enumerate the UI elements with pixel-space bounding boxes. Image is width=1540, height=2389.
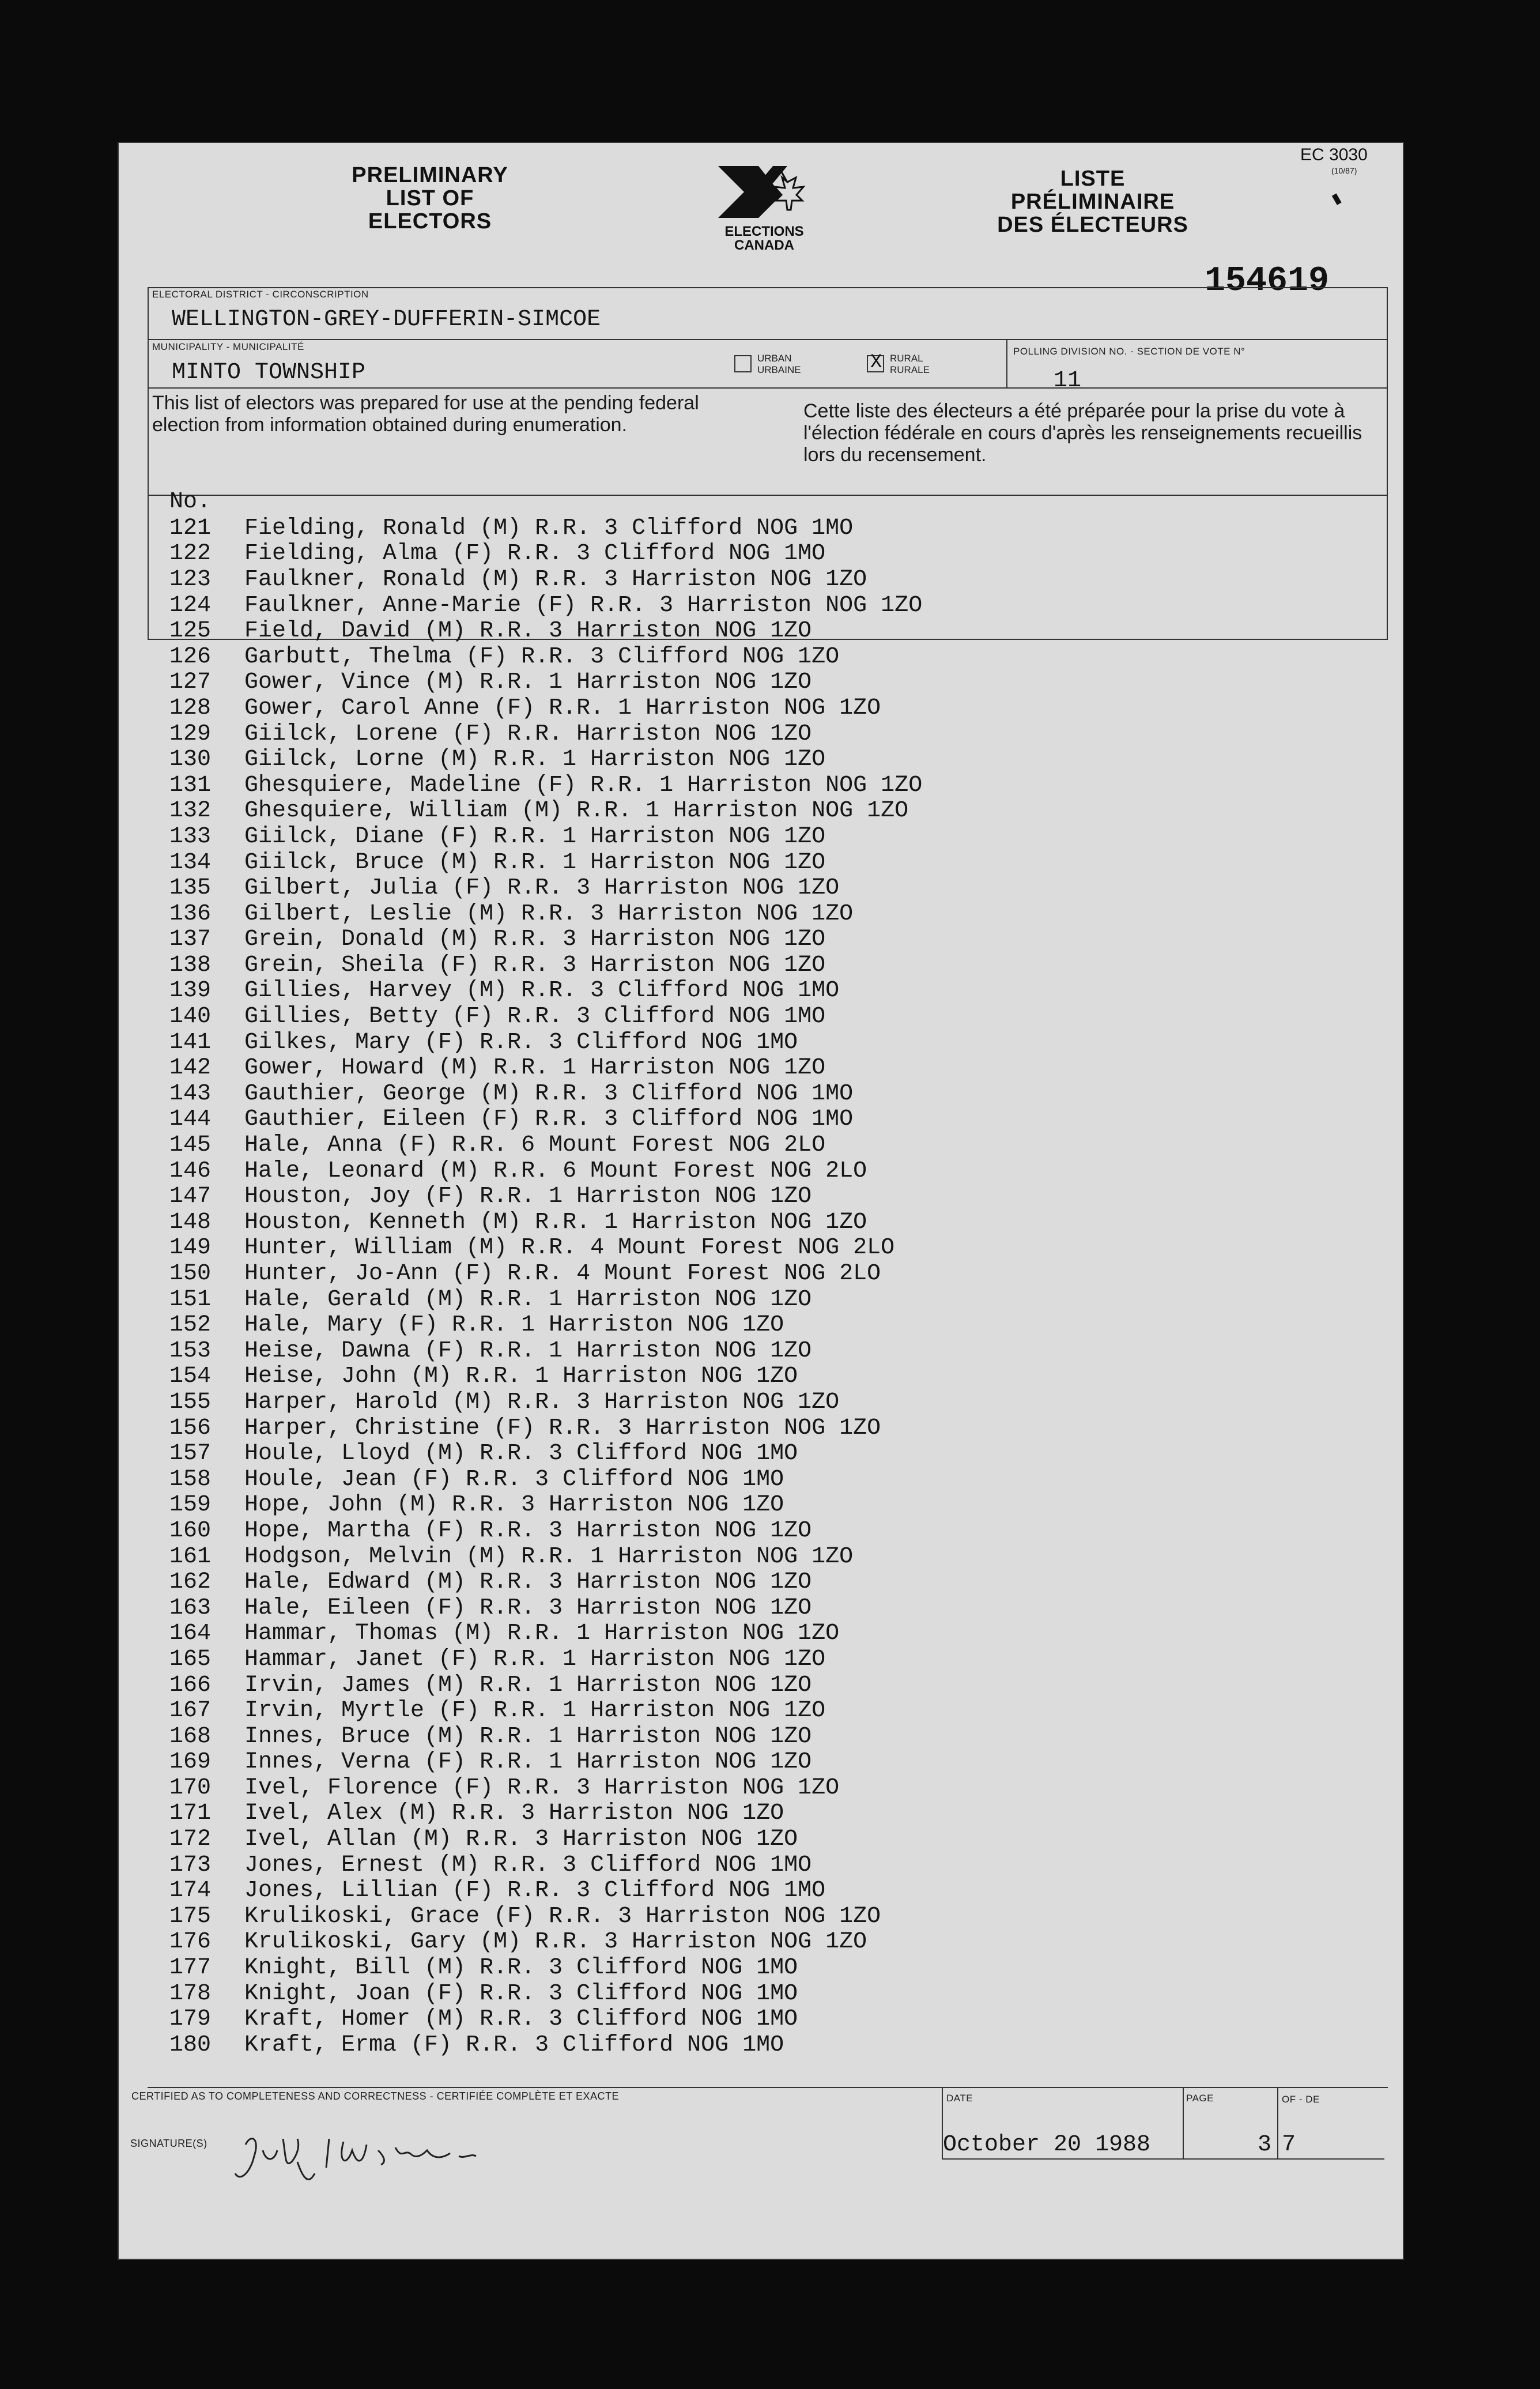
list-item: [169, 1081, 1380, 1107]
elector-entry: Hunter, Jo-Ann (F) R.R. 4 Mount Forest NOG 2LO: [244, 1261, 881, 1287]
list-item: [169, 1621, 1380, 1647]
elector-entry: Giilck, Lorene (F) R.R. Harriston NOG 1ZO: [244, 721, 812, 747]
signature-label: SIGNATURE(S): [130, 2138, 207, 2149]
list-item: [169, 1672, 1380, 1698]
list-item: [169, 1775, 1380, 1801]
list-item: [169, 721, 1380, 747]
rural-label-en: RURAL: [890, 353, 923, 364]
elections-canada-logo: [695, 155, 833, 253]
elector-entry: Irvin, Myrtle (F) R.R. 1 Harriston NOG 1ZO: [244, 1698, 826, 1724]
list-item: [169, 1107, 1380, 1133]
list-item: [169, 1698, 1380, 1724]
elector-entry: Gauthier, Eileen (F) R.R. 3 Clifford NOG 1MO: [244, 1106, 854, 1133]
list-item: [169, 747, 1380, 773]
elector-number: 134: [169, 849, 212, 876]
serial-number: 154619: [1205, 262, 1330, 301]
elector-entry: Gillies, Harvey (M) R.R. 3 Clifford NOG 1MO: [244, 978, 840, 1004]
divider: [942, 2158, 1384, 2160]
elector-entry: Jones, Ernest (M) R.R. 3 Clifford NOG 1MO: [244, 1852, 812, 1878]
list-item: [169, 773, 1380, 798]
elector-entry: Heise, Dawna (F) R.R. 1 Harriston NOG 1ZO: [244, 1337, 812, 1364]
page-label: PAGE: [1186, 2093, 1214, 2104]
list-item: [169, 1209, 1380, 1235]
elector-number: 165: [169, 1646, 212, 1672]
elector-entry: Gower, Vince (M) R.R. 1 Harriston NOG 1ZO: [244, 669, 812, 696]
divider: [148, 339, 1388, 340]
district-value: WELLINGTON-GREY-DUFFERIN-SIMCOE: [172, 307, 601, 333]
list-item: [169, 850, 1380, 876]
list-item: [169, 1930, 1380, 1955]
elector-entry: Jones, Lillian (F) R.R. 3 Clifford NOG 1MO: [244, 1878, 826, 1904]
elector-entry: Fielding, Ronald (M) R.R. 3 Clifford NOG 1MO: [244, 515, 854, 541]
notice-english: This list of electors was prepared for use at the pending federal election from information obtained during enumeration.: [152, 392, 699, 436]
list-item: [169, 1646, 1380, 1672]
handwritten-signature-icon: [228, 2127, 528, 2191]
elector-entry: Krulikoski, Grace (F) R.R. 3 Harriston NOG 1ZO: [244, 1903, 881, 1930]
divider: [148, 2087, 1388, 2088]
list-item: [169, 1389, 1380, 1415]
list-item: [169, 593, 1380, 619]
list-item: [169, 618, 1380, 644]
list-item: [169, 875, 1380, 901]
list-item: [169, 1287, 1380, 1313]
list-item: [169, 824, 1380, 850]
list-item: [169, 1261, 1380, 1287]
elector-entry: Hope, John (M) R.R. 3 Harriston NOG 1ZO: [244, 1492, 784, 1518]
elector-number: 179: [169, 2006, 212, 2033]
title-french: [966, 167, 1220, 236]
elector-number: 124: [169, 592, 212, 619]
elector-entry: Grein, Donald (M) R.R. 3 Harriston NOG 1ZO: [244, 926, 826, 953]
urban-label: [757, 353, 801, 376]
list-item: [169, 644, 1380, 670]
certified-label: CERTIFIED AS TO COMPLETENESS AND CORRECTNESS - CERTIFIÉE COMPLÈTE ET EXACTE: [131, 2090, 619, 2102]
rural-check-mark: X: [870, 352, 882, 374]
list-item: [169, 567, 1380, 593]
list-item: [169, 2032, 1380, 2058]
elector-number: 176: [169, 1929, 212, 1955]
elector-number: 125: [169, 618, 212, 645]
list-item: [169, 1878, 1380, 1904]
elector-entry: Gilkes, Mary (F) R.R. 3 Clifford NOG 1MO: [244, 1029, 798, 1056]
rural-label: [890, 353, 930, 376]
elector-number: 129: [169, 721, 212, 747]
list-item: [169, 1004, 1380, 1030]
elector-entry: Houle, Jean (F) R.R. 3 Clifford NOG 1MO: [244, 1466, 784, 1493]
elector-entry: Ivel, Florence (F) R.R. 3 Harriston NOG 1ZO: [244, 1774, 840, 1801]
list-item: [169, 1132, 1380, 1158]
list-number-header: No.: [169, 489, 212, 515]
list-item: [169, 1852, 1380, 1878]
elector-entry: Knight, Bill (M) R.R. 3 Clifford NOG 1MO: [244, 1955, 798, 1981]
elector-number: 178: [169, 1980, 212, 2007]
elector-number: 127: [169, 669, 212, 696]
rural-checkbox[interactable]: [867, 352, 884, 374]
logo-text-line-2: CANADA: [734, 238, 794, 253]
list-item: [169, 695, 1380, 721]
elector-number: 171: [169, 1800, 212, 1827]
elector-number: 161: [169, 1543, 212, 1570]
elector-number: 130: [169, 747, 212, 773]
list-item: [169, 1467, 1380, 1493]
elector-number: 154: [169, 1363, 212, 1390]
elector-number: 155: [169, 1389, 212, 1415]
municipality-value: MINTO TOWNSHIP: [172, 360, 366, 386]
elector-entry: Giilck, Diane (F) R.R. 1 Harriston NOG 1ZO: [244, 823, 826, 850]
electors-list-form: [119, 143, 1403, 2259]
list-item: [169, 1312, 1380, 1338]
list-item: [169, 798, 1380, 824]
urban-label-en: URBAN: [757, 353, 792, 364]
elector-entry: Innes, Verna (F) R.R. 1 Harriston NOG 1ZO: [244, 1749, 812, 1776]
list-item: [169, 1569, 1380, 1595]
elector-entry: Hale, Mary (F) R.R. 1 Harriston NOG 1ZO: [244, 1312, 784, 1339]
list-item: [169, 1518, 1380, 1544]
elector-number: 133: [169, 823, 212, 850]
elector-number: 164: [169, 1621, 212, 1647]
tick-mark-icon: ▮: [1329, 190, 1344, 208]
list-item: [169, 1235, 1380, 1261]
elector-number: 140: [169, 1004, 212, 1030]
elector-entry: Gilbert, Leslie (M) R.R. 3 Harriston NOG 1ZO: [244, 900, 854, 927]
list-item: [169, 1364, 1380, 1390]
elector-number: 166: [169, 1672, 212, 1698]
elector-number: 132: [169, 798, 212, 824]
elector-number: 126: [169, 643, 212, 670]
elector-number: 153: [169, 1337, 212, 1364]
elector-entry: Faulkner, Anne-Marie (F) R.R. 3 Harriston NOG 1ZO: [244, 592, 923, 619]
elector-number: 135: [169, 875, 212, 902]
elector-number: 152: [169, 1312, 212, 1339]
logo-text-line-1: ELECTIONS: [724, 224, 804, 239]
list-item: [169, 1158, 1380, 1184]
elector-entry: Faulkner, Ronald (M) R.R. 3 Harriston NOG 1ZO: [244, 566, 867, 593]
list-item: [169, 1441, 1380, 1467]
elector-entry: Fielding, Alma (F) R.R. 3 Clifford NOG 1MO: [244, 541, 826, 567]
divider: [1183, 2087, 1184, 2160]
elector-entry: Hale, Leonard (M) R.R. 6 Mount Forest NOG 2LO: [244, 1158, 867, 1184]
elector-number: 121: [169, 515, 212, 541]
title-en-line-2: LIST OF: [386, 186, 474, 210]
list-item: [169, 515, 1380, 541]
elector-number: 151: [169, 1286, 212, 1313]
form-number: EC 3030: [1300, 145, 1368, 164]
elector-number: 172: [169, 1826, 212, 1853]
title-english: [315, 164, 545, 233]
elector-number: 163: [169, 1595, 212, 1621]
urban-checkbox[interactable]: [734, 355, 752, 372]
elector-entry: Kraft, Erma (F) R.R. 3 Clifford NOG 1MO: [244, 2032, 784, 2058]
rural-label-fr: RURALE: [890, 364, 930, 375]
elector-number: 147: [169, 1184, 212, 1210]
elections-canada-emblem-icon: [695, 155, 833, 224]
list-item: [169, 1981, 1380, 2007]
elector-entry: Hammar, Janet (F) R.R. 1 Harriston NOG 1ZO: [244, 1646, 826, 1672]
title-fr-line-1: LISTE: [1060, 167, 1126, 191]
elector-entry: Ghesquiere, Madeline (F) R.R. 1 Harriston NOG 1ZO: [244, 772, 923, 798]
elector-entry: Kraft, Homer (M) R.R. 3 Clifford NOG 1MO: [244, 2006, 798, 2033]
elector-number: 173: [169, 1852, 212, 1878]
elector-entry: Harper, Harold (M) R.R. 3 Harriston NOG 1ZO: [244, 1389, 840, 1415]
list-item: [169, 927, 1380, 953]
elector-number: 174: [169, 1878, 212, 1904]
list-item: [169, 1724, 1380, 1750]
elector-number: 136: [169, 900, 212, 927]
elector-number: 169: [169, 1749, 212, 1776]
list-item: [169, 1184, 1380, 1209]
list-item: [169, 978, 1380, 1004]
elector-entry: Giilck, Lorne (M) R.R. 1 Harriston NOG 1ZO: [244, 747, 826, 773]
list-item: [169, 1826, 1380, 1852]
elector-number: 137: [169, 926, 212, 953]
elector-entry: Houston, Kenneth (M) R.R. 1 Harriston NOG 1ZO: [244, 1209, 867, 1235]
divider: [1006, 339, 1007, 387]
page-value: 3: [1258, 2132, 1272, 2158]
polling-division-label: POLLING DIVISION NO. - SECTION DE VOTE N°: [1013, 346, 1245, 357]
district-label: ELECTORAL DISTRICT - CIRCONSCRIPTION: [152, 289, 369, 300]
list-item: [169, 901, 1380, 927]
elector-entry: Gillies, Betty (F) R.R. 3 Clifford NOG 1MO: [244, 1004, 826, 1030]
list-item: [169, 1544, 1380, 1570]
list-item: [169, 1055, 1380, 1081]
list-item: [169, 1801, 1380, 1827]
elector-number: 157: [169, 1441, 212, 1467]
elector-number: 144: [169, 1106, 212, 1133]
elector-number: 128: [169, 695, 212, 721]
elector-number: 180: [169, 2032, 212, 2058]
of-value: 7: [1282, 2132, 1296, 2158]
list-item: [169, 1338, 1380, 1364]
form-date: (10/87): [1331, 166, 1357, 175]
elector-entry: Houston, Joy (F) R.R. 1 Harriston NOG 1ZO: [244, 1184, 812, 1210]
elector-entry: Knight, Joan (F) R.R. 3 Clifford NOG 1MO: [244, 1980, 798, 2007]
elector-entry: Hale, Eileen (F) R.R. 3 Harriston NOG 1ZO: [244, 1595, 812, 1621]
list-item: [169, 1904, 1380, 1930]
list-item: [169, 1955, 1380, 1981]
elector-number: 142: [169, 1055, 212, 1082]
elector-number: 159: [169, 1492, 212, 1518]
elector-entry: Gauthier, George (M) R.R. 3 Clifford NOG 1MO: [244, 1080, 854, 1107]
municipality-label: MUNICIPALITY - MUNICIPALITÉ: [152, 341, 304, 352]
elector-entry: Irvin, James (M) R.R. 1 Harriston NOG 1ZO: [244, 1672, 812, 1698]
elector-number: 177: [169, 1955, 212, 1981]
elector-entry: Gower, Carol Anne (F) R.R. 1 Harriston NOG 1ZO: [244, 695, 881, 721]
elector-entry: Field, David (M) R.R. 3 Harriston NOG 1ZO: [244, 618, 812, 645]
list-item: [169, 670, 1380, 696]
of-label: OF - DE: [1282, 2094, 1320, 2105]
elector-entry: Houle, Lloyd (M) R.R. 3 Clifford NOG 1MO: [244, 1441, 798, 1467]
elector-number: 167: [169, 1698, 212, 1724]
elector-number: 150: [169, 1261, 212, 1287]
title-fr-line-2: PRÉLIMINAIRE: [1010, 190, 1175, 214]
list-item: [169, 1595, 1380, 1621]
elector-entry: Ivel, Alex (M) R.R. 3 Harriston NOG 1ZO: [244, 1800, 784, 1827]
logo-text: [695, 225, 833, 253]
urban-label-fr: URBAINE: [757, 364, 801, 375]
elector-entry: Ivel, Allan (M) R.R. 3 Harriston NOG 1ZO: [244, 1826, 798, 1853]
elector-number: 138: [169, 952, 212, 978]
list-item: [169, 1030, 1380, 1056]
elector-number: 168: [169, 1723, 212, 1750]
elector-entry: Hodgson, Melvin (M) R.R. 1 Harriston NOG 1ZO: [244, 1543, 854, 1570]
elector-number: 158: [169, 1466, 212, 1493]
divider: [148, 387, 1388, 389]
list-item: [169, 541, 1380, 567]
elector-entry: Hunter, William (M) R.R. 4 Mount Forest NOG 2LO: [244, 1235, 895, 1261]
elector-number: 146: [169, 1158, 212, 1184]
elector-entry: Hale, Gerald (M) R.R. 1 Harriston NOG 1ZO: [244, 1286, 812, 1313]
elector-entry: Ghesquiere, William (M) R.R. 1 Harriston NOG 1ZO: [244, 798, 909, 824]
elector-entry: Gower, Howard (M) R.R. 1 Harriston NOG 1ZO: [244, 1055, 826, 1082]
elector-number: 148: [169, 1209, 212, 1235]
date-label: DATE: [946, 2093, 973, 2104]
elector-number: 156: [169, 1415, 212, 1441]
list-item: [169, 2006, 1380, 2032]
elector-entry: Hale, Edward (M) R.R. 3 Harriston NOG 1ZO: [244, 1569, 812, 1596]
elector-number: 143: [169, 1080, 212, 1107]
electors-list: [169, 515, 1380, 2058]
signature: [228, 2127, 528, 2191]
list-item: [169, 1750, 1380, 1776]
elector-number: 145: [169, 1132, 212, 1159]
elector-entry: Hope, Martha (F) R.R. 3 Harriston NOG 1ZO: [244, 1517, 812, 1544]
title-en-line-1: PRELIMINARY: [352, 163, 508, 187]
elector-number: 139: [169, 978, 212, 1004]
divider: [148, 495, 1388, 496]
elector-number: 122: [169, 541, 212, 567]
elector-number: 160: [169, 1517, 212, 1544]
elector-number: 162: [169, 1569, 212, 1596]
title-en-line-3: ELECTORS: [368, 209, 492, 233]
elector-entry: Gilbert, Julia (F) R.R. 3 Harriston NOG 1ZO: [244, 875, 840, 902]
elector-entry: Giilck, Bruce (M) R.R. 1 Harriston NOG 1ZO: [244, 849, 826, 876]
elector-entry: Harper, Christine (F) R.R. 3 Harriston NOG 1ZO: [244, 1415, 881, 1441]
elector-number: 175: [169, 1903, 212, 1930]
list-item: [169, 1415, 1380, 1441]
list-item: [169, 952, 1380, 978]
elector-entry: Hammar, Thomas (M) R.R. 1 Harriston NOG 1ZO: [244, 1621, 840, 1647]
elector-entry: Grein, Sheila (F) R.R. 3 Harriston NOG 1ZO: [244, 952, 826, 978]
list-item: [169, 1493, 1380, 1518]
divider: [1277, 2087, 1278, 2160]
elector-entry: Hale, Anna (F) R.R. 6 Mount Forest NOG 2LO: [244, 1132, 826, 1159]
elector-number: 149: [169, 1235, 212, 1261]
date-value: October 20 1988: [943, 2132, 1151, 2158]
elector-number: 123: [169, 566, 212, 593]
title-fr-line-3: DES ÉLECTEURS: [997, 213, 1188, 237]
elector-number: 170: [169, 1774, 212, 1801]
elector-number: 131: [169, 772, 212, 798]
elector-entry: Krulikoski, Gary (M) R.R. 3 Harriston NOG 1ZO: [244, 1929, 867, 1955]
polling-division-value: 11: [1054, 368, 1082, 394]
elector-number: 141: [169, 1029, 212, 1056]
elector-entry: Innes, Bruce (M) R.R. 1 Harriston NOG 1ZO: [244, 1723, 812, 1750]
elector-entry: Garbutt, Thelma (F) R.R. 3 Clifford NOG 1ZO: [244, 643, 840, 670]
elector-entry: Heise, John (M) R.R. 1 Harriston NOG 1ZO: [244, 1363, 798, 1390]
notice-french: Cette liste des électeurs a été préparée pour la prise du vote à l'élection fédérale en cours d'après les renseignements recueillis lors du recensement.: [803, 400, 1362, 466]
